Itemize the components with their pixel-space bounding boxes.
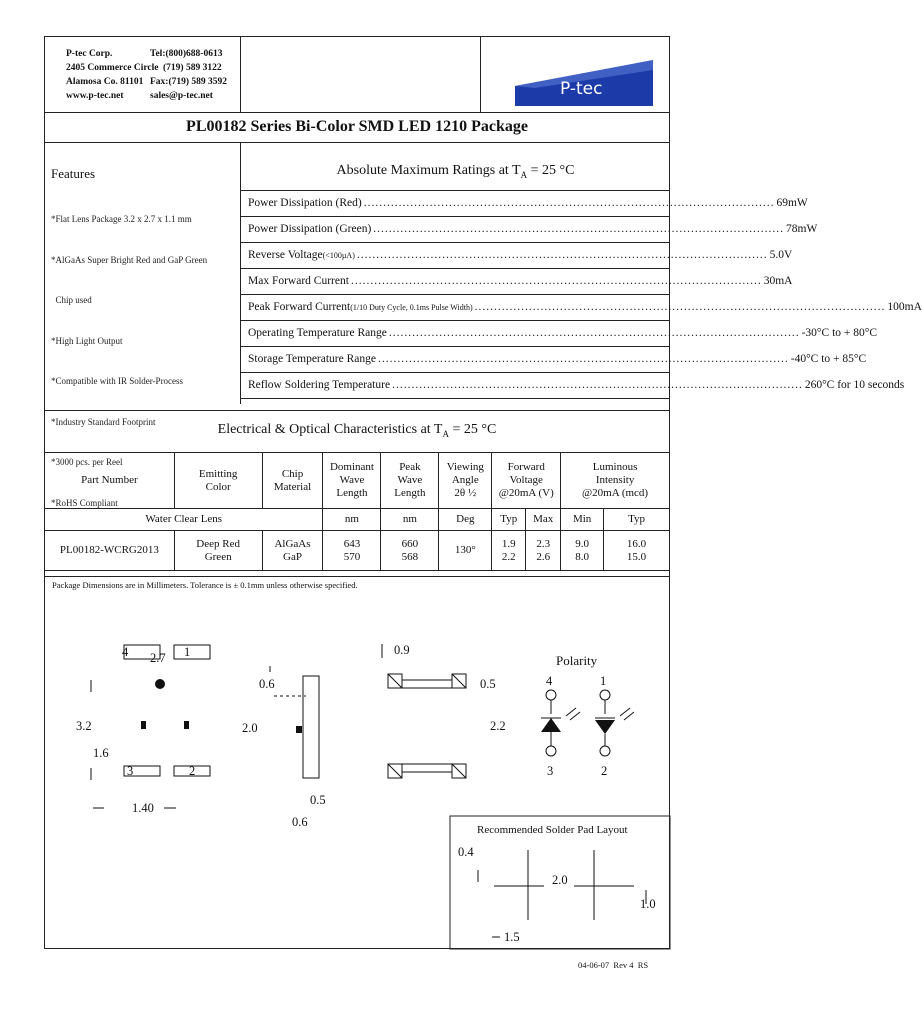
rating-row: Storage Temperature Range .......................................................................................................... -40°C to + 85°C — [248, 353, 867, 365]
header-iv — [561, 453, 670, 509]
package-drawings — [44, 600, 670, 950]
ratings-line — [240, 294, 670, 295]
feature-item: *High Light Output — [51, 335, 123, 346]
dim-pad: 1.6 — [93, 746, 109, 760]
dim-side-1: 0.6 — [259, 677, 275, 691]
dim-width: 2.7 — [150, 651, 166, 665]
ratings-left-border — [240, 142, 241, 404]
polarity-pin-2: 2 — [601, 764, 608, 778]
header-iv-l1: Luminous — [592, 461, 638, 473]
ptec-logo — [505, 48, 655, 108]
solder-pad-layout — [450, 816, 670, 949]
rating-value: -30°C to + 80°C — [801, 327, 878, 339]
dim-side-4: 0.6 — [292, 815, 308, 829]
table-row — [45, 531, 670, 571]
rating-value: 5.0V — [769, 249, 793, 261]
header-sep-2 — [480, 36, 481, 112]
rating-label: Max Forward Current — [248, 275, 349, 287]
company-website: www.p-tec.net — [66, 91, 124, 101]
diode-green-icon — [595, 720, 615, 734]
dim-front-3: 2.2 — [490, 719, 506, 733]
front-view — [382, 643, 506, 778]
feature-item: *Industry Standard Footprint — [51, 416, 156, 427]
cell-peak-green: 568 — [401, 550, 419, 563]
polarity-pin-3: 3 — [547, 764, 554, 778]
company-address2: Alamosa Co. 81101 — [66, 77, 144, 87]
sub-lens: Water Clear Lens — [45, 509, 323, 531]
drawing-top-line — [44, 576, 670, 577]
header-vf-l1: Forward — [507, 461, 545, 473]
sub-iv-min: Min — [561, 509, 604, 531]
ratings-heading-pre: Absolute Maximum Ratings at T — [336, 163, 521, 178]
ratings-line — [240, 372, 670, 373]
rating-row: Max Forward Current .......................................................................................................... 30mA — [248, 275, 793, 287]
electrical-heading — [44, 422, 670, 439]
ratings-line — [240, 216, 670, 217]
header-sep-1 — [240, 36, 241, 112]
header-dominant-l3: Length — [336, 487, 368, 499]
dim-pitch: 1.40 — [132, 801, 154, 815]
header-angle-l2: Angle — [451, 474, 479, 486]
cell-iv-min-red: 9.0 — [575, 537, 589, 550]
cell-dominant — [323, 531, 381, 571]
dim-side-2: 2.0 — [242, 721, 258, 735]
cell-color — [174, 531, 262, 571]
dim-height: 3.2 — [76, 719, 92, 733]
polarity-pin-4: 4 — [546, 674, 553, 688]
header-chip — [262, 453, 323, 509]
cell-vf-max-red: 2.3 — [536, 537, 551, 550]
dimensions-note: Package Dimensions are in Millimeters. Tolerance is ± 0.1mm unless otherwise specified. — [52, 580, 358, 590]
rating-value: 30mA — [763, 275, 793, 287]
cell-iv-typ — [604, 531, 670, 571]
header-angle-l1: Viewing — [446, 461, 484, 473]
pin-label-4: 4 — [122, 645, 129, 659]
cell-iv-typ-red: 16.0 — [626, 537, 647, 550]
solder-dim-2: 2.0 — [552, 873, 568, 887]
cell-vf-typ-green: 2.2 — [501, 550, 516, 563]
cell-peak-red: 660 — [401, 537, 419, 550]
logo-text: P-tec — [560, 79, 603, 99]
electrical-table — [44, 452, 670, 571]
diode-red-icon — [541, 718, 561, 732]
sub-deg: Deg — [439, 509, 492, 531]
sub-vf-typ: Typ — [492, 509, 526, 531]
polarity-pin-1: 1 — [600, 674, 607, 688]
sub-nm1: nm — [323, 509, 381, 531]
email: sales@p-tec.net — [150, 91, 213, 101]
dim-front-1: 0.9 — [394, 643, 410, 657]
tel: Tel:(800)688-0613 — [150, 49, 223, 59]
rating-row: Power Dissipation (Green) .......................................................................................................... 78mW — [248, 223, 818, 235]
cell-vf-typ-red: 1.9 — [501, 537, 516, 550]
ratings-line — [240, 268, 670, 269]
rating-label: Storage Temperature Range — [248, 353, 376, 365]
feature-item: *Flat Lens Package 3.2 x 2.7 x 1.1 mm — [51, 214, 192, 224]
solder-dim-4: 1.5 — [504, 930, 520, 944]
header-divider — [44, 112, 670, 113]
electrical-top-line — [44, 410, 670, 411]
header-peak — [381, 453, 439, 509]
pin-label-3: 3 — [127, 764, 134, 778]
polarity-title: Polarity — [556, 653, 598, 668]
rating-row: Reverse Voltage (<100µA) .......................................................................................................... 5.0V — [248, 249, 793, 261]
rating-row: Peak Forward Current (1/10 Duty Cycle, 0.1ms Pulse Width) .......................................................................................................... 100mA — [248, 301, 922, 313]
header-color-l2: Color — [205, 480, 231, 493]
header-peak-l1: Peak — [399, 461, 421, 473]
header-angle-l3: 2θ ½ — [454, 487, 477, 499]
rating-note: (1/10 Duty Cycle, 0.1ms Pulse Width) — [350, 303, 473, 312]
solder-dim-3: 1.0 — [640, 897, 656, 911]
rating-label: Power Dissipation (Green) — [248, 223, 372, 235]
cell-iv-typ-green: 15.0 — [626, 550, 647, 563]
cell-color-red: Deep Red — [196, 537, 240, 550]
sub-iv-typ: Typ — [604, 509, 670, 531]
ratings-line — [240, 398, 670, 399]
table-header-row — [45, 453, 670, 509]
company-name: P-tec Corp. — [66, 49, 113, 59]
contact-info — [150, 47, 227, 103]
rating-label: Peak Forward Current — [248, 301, 351, 313]
pin1-dot — [155, 679, 165, 689]
cell-chip-green: GaP — [283, 550, 302, 563]
header-peak-l2: Wave — [397, 474, 423, 486]
pin-label-1: 1 — [184, 645, 191, 659]
side-view — [242, 666, 326, 829]
cell-vf-typ — [492, 531, 526, 571]
revision-label: 04-06-07 Rev 4 RS — [578, 960, 649, 970]
pin-label-2: 2 — [189, 764, 196, 778]
sub-vf-max: Max — [526, 509, 561, 531]
header-color — [174, 453, 262, 509]
feature-item: Chip used — [51, 295, 92, 305]
cell-iv-min-green: 8.0 — [575, 550, 589, 563]
rating-row: Power Dissipation (Red) .......................................................................................................... 69mW — [248, 197, 808, 209]
feature-item: *AlGaAs Super Bright Red and GaP Green — [51, 254, 208, 265]
title-divider — [44, 142, 670, 143]
cell-iv-min — [561, 531, 604, 571]
header-vf — [492, 453, 561, 509]
electrical-heading-pre: Electrical & Optical Characteristics at T — [217, 422, 443, 437]
rating-value: 69mW — [776, 197, 808, 209]
cell-vf-max — [526, 531, 561, 571]
rating-value: -40°C to + 85°C — [790, 353, 867, 365]
ratings-line — [240, 242, 670, 243]
cell-peak — [381, 531, 439, 571]
electrical-heading-sub: A — [442, 428, 449, 439]
header-dominant — [323, 453, 381, 509]
table-subheader-row — [45, 509, 670, 531]
features-heading: Features — [51, 166, 96, 181]
feature-item: *RoHS Compliant — [51, 497, 118, 508]
dim-front-2: 0.5 — [480, 677, 496, 691]
header-iv-l3: @20mA (mcd) — [582, 487, 649, 499]
header-peak-l3: Length — [394, 487, 426, 499]
page-title: PL00182 Series Bi-Color SMD LED 1210 Package — [186, 118, 528, 135]
ratings-heading-post: = 25 °C — [527, 163, 575, 178]
feature-item: *3000 pcs. per Reel — [51, 457, 123, 467]
rating-label: Power Dissipation (Red) — [248, 197, 362, 209]
header-vf-l3: @20mA (V) — [498, 487, 554, 499]
dim-side-3: 0.5 — [310, 793, 326, 807]
header-iv-l2: Intensity — [595, 474, 635, 486]
header-vf-l2: Voltage — [509, 474, 543, 486]
ratings-line — [240, 346, 670, 347]
cell-chip — [262, 531, 323, 571]
rating-value: 100mA — [887, 301, 922, 313]
cell-color-green: Green — [204, 550, 232, 563]
company-address1: 2405 Commerce Circle — [66, 63, 159, 73]
cell-angle: 130° — [439, 531, 492, 571]
tel2: (719) 589 3122 — [163, 63, 222, 73]
cell-dominant-green: 570 — [343, 550, 361, 563]
cell-vf-max-green: 2.6 — [536, 550, 551, 563]
rating-value: 260°C for 10 seconds — [804, 379, 905, 391]
fax: Fax:(719) 589 3592 — [150, 77, 228, 87]
header-dominant-l1: Dominant — [329, 461, 374, 473]
cell-chip-red: AlGaAs — [274, 537, 311, 550]
header-angle — [439, 453, 492, 509]
ratings-heading — [241, 163, 670, 180]
cell-part: PL00182-WCRG2013 — [45, 531, 175, 571]
header-dominant-l2: Wave — [339, 474, 365, 486]
rating-row: Reflow Soldering Temperature .......................................................................................................... 260°C for 10 seconds — [248, 379, 905, 391]
ratings-heading-sub: A — [520, 169, 528, 180]
solder-dim-1: 0.4 — [458, 845, 474, 859]
header-chip-l2: Material — [273, 480, 312, 493]
ratings-line — [240, 190, 670, 191]
electrical-heading-post: = 25 °C — [448, 422, 497, 437]
cell-dominant-red: 643 — [343, 537, 361, 550]
solder-title: Recommended Solder Pad Layout — [477, 824, 628, 836]
header-color-l1: Emitting — [198, 467, 238, 480]
company-info — [66, 47, 159, 103]
ratings-line — [240, 320, 670, 321]
rating-note: (<100µA) — [322, 251, 355, 260]
rating-label: Reflow Soldering Temperature — [248, 379, 391, 391]
rating-value: 78mW — [786, 223, 818, 235]
rating-label: Reverse Voltage — [248, 249, 323, 261]
top-view — [76, 645, 210, 815]
feature-item: *Compatible with IR Solder-Process — [51, 376, 184, 386]
polarity-diagram — [541, 653, 634, 778]
header-part: Part Number — [45, 453, 175, 509]
header-chip-l1: Chip — [281, 467, 304, 480]
rating-row: Operating Temperature Range .......................................................................................................... -30°C to + 80°C — [248, 327, 878, 339]
sub-nm2: nm — [381, 509, 439, 531]
rating-label: Operating Temperature Range — [248, 327, 387, 339]
